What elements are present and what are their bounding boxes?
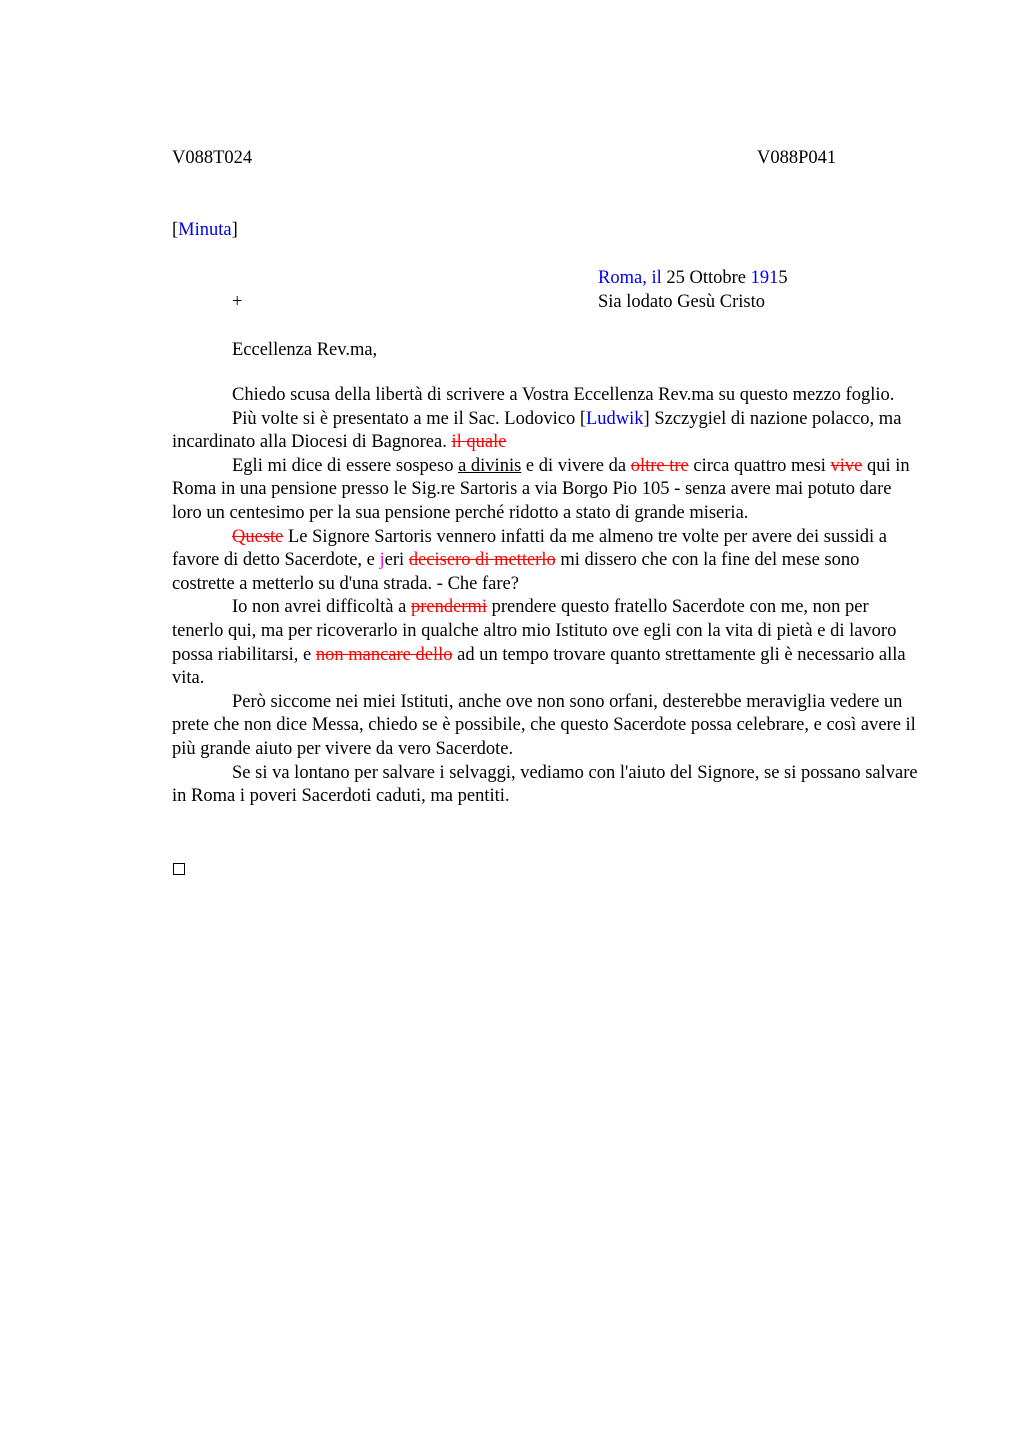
document-code-left: V088T024 <box>172 148 253 168</box>
dateline-year-suffix: 5 <box>778 268 788 288</box>
paragraph-6 <box>172 691 924 762</box>
dateline <box>598 266 788 290</box>
bracket-open: [ <box>172 220 179 240</box>
paragraph-6-text: Però siccome nei miei Istituti, anche ove non sono orfani, desterebbe meraviglia vedere un prete che non dice Messa, chiedo se è possibile, che questo Sacerdote possa celebrare, e così avere il più grande aiuto per vivere da vero Sacerdote. <box>172 691 916 759</box>
deletion-oltre-tre: oltre tre <box>630 455 689 476</box>
deletion-vive: vive <box>830 455 863 476</box>
deletion-non-mancare-dello: non mancare dello <box>315 644 453 665</box>
cross-mark: + <box>232 292 243 312</box>
paragraph-1-text: Chiedo scusa della libertà di scrivere a Vostra Eccellenza Rev.ma su questo mezzo foglio. <box>232 385 895 405</box>
paragraph-5-text-c: ad un tempo trovare quanto strettamente gli è necessario alla vita. <box>172 644 906 689</box>
paragraph-1 <box>172 384 924 408</box>
paragraph-2 <box>172 408 924 455</box>
deletion-prendermi: prendermi <box>410 597 487 618</box>
dateline-place: Roma, il <box>598 268 662 288</box>
paragraph-4-text-b: eri <box>384 550 409 571</box>
paragraph-2-text-b: ] Szczygiel di nazione polacco, ma incardinato alla Diocesi di Bagnorea. <box>172 408 902 453</box>
paragraph-4-text-c: mi dissero che con la fine del mese sono costrette a metterlo su d'una strada. - Che fare? <box>172 550 860 594</box>
paragraph-7-text: Se si va lontano per salvare i selvaggi, vediamo con l'aiuto del Signore, se si possano salvare in Roma i poveri Sacerdoti caduti, ma pentiti. <box>172 762 918 807</box>
paragraph-2-text-a: Più volte si è presentato a me il Sac. Lodovico [ <box>232 408 586 429</box>
document-code-right: V088P041 <box>757 148 837 168</box>
deletion-decisero-di-metterlo: decisero di metterlo <box>408 550 556 571</box>
paragraph-3 <box>172 455 924 526</box>
minuta-text: Minuta <box>178 220 232 240</box>
deletion-queste: Queste <box>232 526 284 547</box>
paragraph-4 <box>172 526 924 597</box>
bracket-close: ] <box>231 220 238 240</box>
dateline-year-prefix: 191 <box>750 268 779 288</box>
paragraph-5-text-a: Io non avrei difficoltà a <box>232 597 411 618</box>
salutation: Eccellenza Rev.ma, <box>232 340 378 360</box>
correction-j: j <box>379 550 385 571</box>
paragraph-5-text-b: prendere questo fratello Sacerdote con me, non per tenerlo qui, ma per ricoverarlo in qualche altro mio Istituto ove egli con la vita di pietà e di lavoro possa riabilitarsi, e <box>172 597 897 665</box>
paragraph-3-text-d: qui in Roma in una pensione presso le Sig.re Sartoris a via Borgo Pio 105 - senza avere mai potuto dare loro un centesimo per la sua pensione perché ridotto a stato di grande miseria. <box>172 455 910 523</box>
letter-body <box>172 384 924 809</box>
paragraph-3-text-c: circa quattro mesi <box>688 455 831 476</box>
minuta-label <box>172 218 238 242</box>
paragraph-7 <box>172 762 924 809</box>
dateline-day-month: 25 Ottobre <box>661 268 751 288</box>
deletion-il-quale: il quale <box>451 432 507 453</box>
editorial-insert-ludwik: Ludwik <box>585 408 644 429</box>
paragraph-4-text-a: Le Signore Sartoris vennero infatti da me almeno tre volte per avere dei sussidi a favore di detto Sacerdote, e <box>172 526 888 571</box>
underlined-a-divinis: a divinis <box>458 455 522 476</box>
paragraph-3-text-a: Egli mi dice di essere sospeso <box>232 455 459 476</box>
paragraph-5 <box>172 596 924 690</box>
square-end-mark-icon <box>173 863 185 875</box>
invocation: Sia lodato Gesù Cristo <box>598 292 766 312</box>
paragraph-3-text-b: e di vivere da <box>521 455 631 476</box>
